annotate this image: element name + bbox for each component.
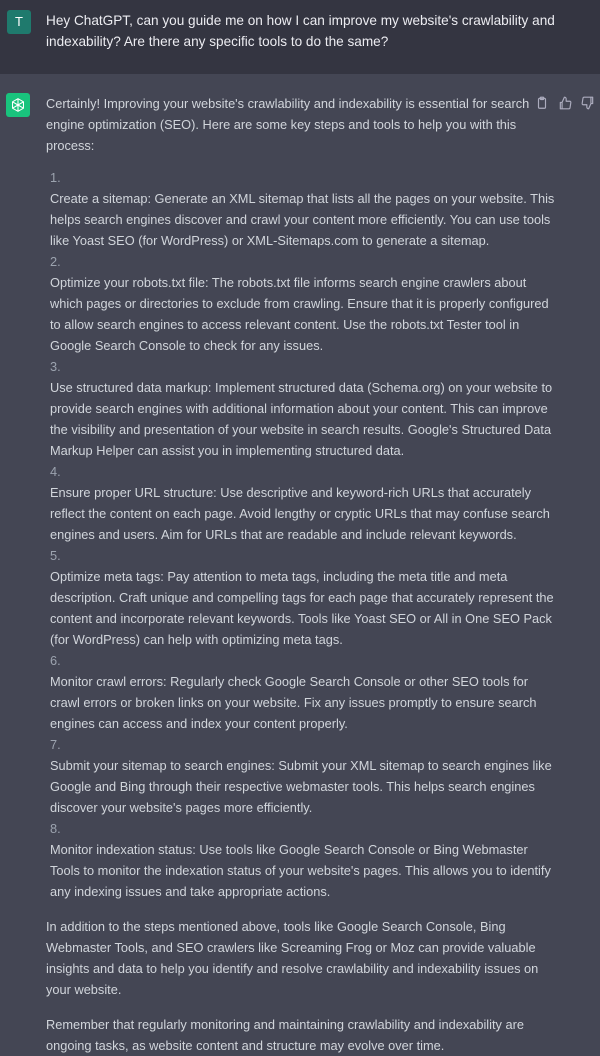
assistant-paragraph: Remember that regularly monitoring and maintaining crawlability and indexability are ongoing tasks, as website content and structure may evolve over time. (46, 1017, 524, 1053)
list-item (50, 545, 556, 650)
list-item (50, 251, 556, 356)
list-item (50, 356, 556, 461)
list-item (50, 650, 556, 734)
step-number: 7. (50, 737, 61, 752)
assistant-message-text (46, 93, 556, 1056)
assistant-intro: Certainly! Improving your website's crawlability and indexability is essential for search engine optimization (SEO). Here are some key steps and tools to help you with this process: (46, 96, 530, 153)
step-text: Submit your sitemap to search engines: Submit your XML sitemap to search engines like Google and Bing through their respective webmaster tools. This helps search engines discover your website's pages more efficiently. (50, 758, 552, 815)
list-item (50, 461, 556, 545)
step-number: 2. (50, 254, 61, 269)
assistant-paragraph: In addition to the steps mentioned above, tools like Google Search Console, Bing Webmaster Tools, and SEO crawlers like Screaming Frog or Moz can provide valuable insights and data to help you identify and resolve crawlability and indexability issues on your website. (46, 919, 539, 997)
list-item (50, 818, 556, 902)
step-number: 8. (50, 821, 61, 836)
step-number: 5. (50, 548, 61, 563)
list-item (50, 167, 556, 251)
step-text: Use structured data markup: Implement structured data (Schema.org) on your website to provide search engines with additional information about your content. This can improve the visibility and presentation of your website in search results. Google's Structured Data Markup Helper can assist you in implementing structured data. (50, 380, 553, 458)
step-number: 6. (50, 653, 61, 668)
list-item (50, 734, 556, 818)
step-number: 4. (50, 464, 61, 479)
step-text: Create a sitemap: Generate an XML sitemap that lists all the pages on your website. This helps search engines discover and crawl your content more efficiently. You can use tools like Yoast SEO (for WordPress) or XML-Sitemaps.com to generate a sitemap. (50, 191, 555, 248)
step-text: Monitor indexation status: Use tools like Google Search Console or Bing Webmaster Tools to monitor the indexation status of your website's pages. This allows you to identify any indexing issues and take appropriate actions. (50, 842, 551, 899)
thumbs-up-icon[interactable] (558, 96, 573, 111)
step-text: Monitor crawl errors: Regularly check Google Search Console or other SEO tools for crawl errors or broken links on your website. Fix any issues promptly to ensure search engines can access and index your content properly. (50, 674, 537, 731)
user-avatar: T (7, 10, 31, 34)
step-text: Ensure proper URL structure: Use descriptive and keyword-rich URLs that accurately reflect the content on each page. Avoid lengthy or cryptic URLs that may confuse search engines and users. Aim for URLs that are readable and include relevant keywords. (50, 485, 550, 542)
step-text: Optimize your robots.txt file: The robots.txt file informs search engine crawlers about which pages or directories to exclude from crawling. Ensure that it is properly configured to allow search engines to access relevant content. Use the robots.txt Tester tool in Google Search Console to check for any issues. (50, 275, 549, 353)
thumbs-down-icon[interactable] (581, 96, 596, 111)
step-number: 1. (50, 170, 61, 185)
user-message-row (0, 0, 600, 74)
user-message-text: Hey ChatGPT, can you guide me on how I can improve my website's crawlability and indexability? Are there any specific tools to do the same? (46, 13, 555, 49)
step-text: Optimize meta tags: Pay attention to meta tags, including the meta title and meta description. Craft unique and compelling tags for each page that accurately represent the content and incorporate relevant keywords. Tools like Yoast SEO or All in One SEO Pack (for WordPress) can help with optimizing meta tags. (50, 569, 554, 647)
steps-list (50, 167, 556, 902)
step-number: 3. (50, 359, 61, 374)
openai-logo-icon (6, 93, 30, 117)
